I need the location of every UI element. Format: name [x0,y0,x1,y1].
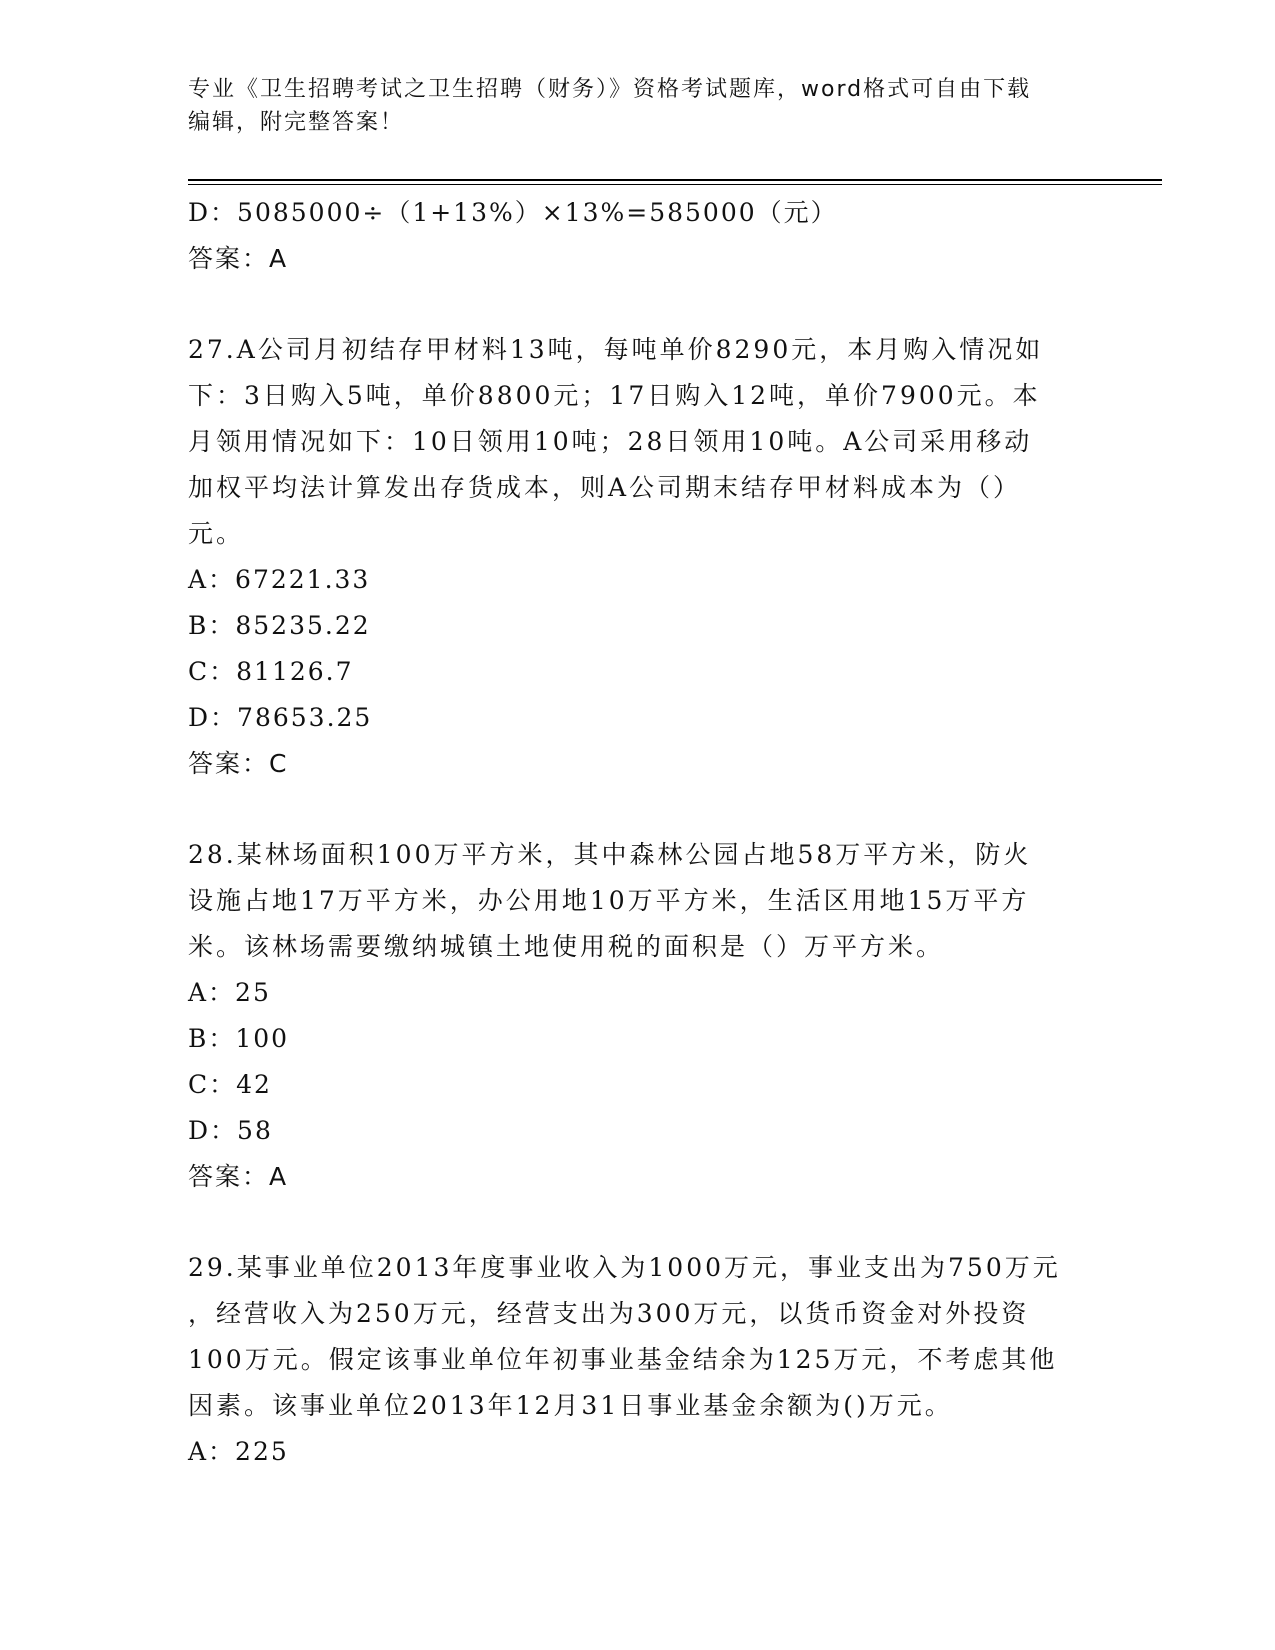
question-28-stem [188,832,1088,970]
stem-line: 28.某林场面积100万平方米，其中森林公园占地58万平方米，防火 [188,840,1032,869]
stem-line: 29.某事业单位2013年度事业收入为1000万元，事业支出为750万元 [188,1253,1061,1282]
stem-line: 加权平均法计算发出存货成本，则A公司期末结存甲材料成本为（） [188,473,1022,502]
prev-answer: 答案：A [188,244,289,273]
header-line-1: 专业《卫生招聘考试之卫生招聘（财务）》资格考试题库，word格式可自由下载 [188,77,1032,102]
stem-line: 因素。该事业单位2013年12月31日事业基金余额为()万元。 [188,1391,953,1420]
stem-line: 元。 [188,519,245,548]
question-29-stem [188,1245,1088,1429]
question-28 [188,832,1088,1200]
option-b: B：100 [188,1024,290,1053]
option-b: B：85235.22 [188,611,371,640]
option-d: D：78653.25 [188,703,373,732]
option-c: C：81126.7 [188,657,354,686]
stem-line: 100万元。假定该事业单位年初事业基金结余为125万元，不考虑其他 [188,1345,1058,1374]
question-29 [188,1245,1088,1475]
question-27 [188,327,1088,787]
prev-option-d: D：5085000÷（1+13%）×13%=585000（元） [188,198,838,227]
header-divider-thick [188,179,1162,181]
option-a: A：67221.33 [188,565,371,594]
stem-line: 月领用情况如下：10日领用10吨；28日领用10吨。A公司采用移动 [188,427,1033,456]
option-a: A：225 [188,1437,289,1466]
stem-line: ，经营收入为250万元，经营支出为300万元，以货币资金对外投资 [188,1299,1030,1328]
page-header [188,73,1088,139]
header-divider-thin [188,184,1162,185]
answer: 答案：C [188,749,289,778]
option-c: C：42 [188,1070,272,1099]
document-body [188,190,1088,1475]
stem-line: 下：3日购入5吨，单价8800元；17日购入12吨，单价7900元。本 [188,381,1041,410]
option-d: D：58 [188,1116,273,1145]
stem-line: 米。该林场需要缴纳城镇土地使用税的面积是（）万平方米。 [188,932,945,961]
option-a: A：25 [188,978,271,1007]
stem-line: 设施占地17万平方米，办公用地10万平方米，生活区用地15万平方 [188,886,1030,915]
question-27-stem [188,327,1088,557]
stem-line: 27.A公司月初结存甲材料13吨，每吨单价8290元，本月购入情况如 [188,335,1044,364]
header-line-2: 编辑，附完整答案！ [188,110,405,135]
answer: 答案：A [188,1162,289,1191]
